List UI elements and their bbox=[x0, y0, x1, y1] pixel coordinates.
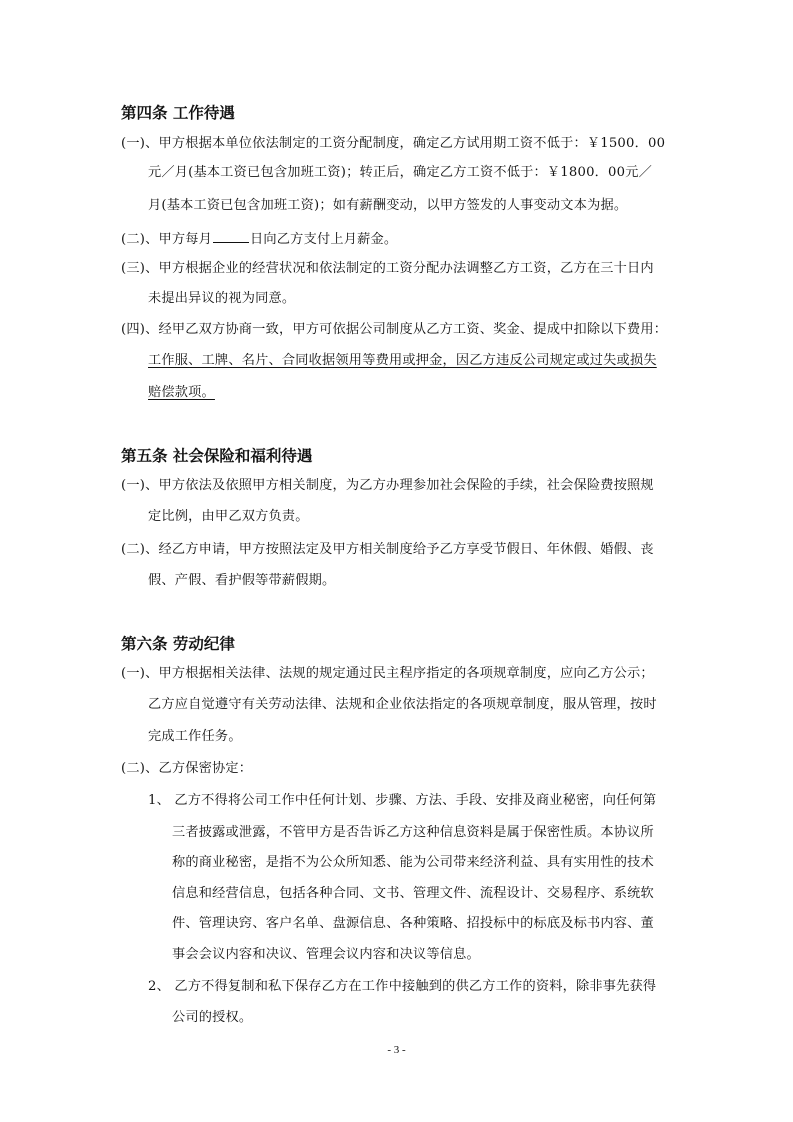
paragraph-line: (一)、甲方根据本单位依法制定的工资分配制度，确定乙方试用期工资不低于：￥1500．00 bbox=[121, 136, 666, 151]
paragraph-line: (一)、甲方根据相关法律、法规的规定通过民主程序指定的各项规章制度，应向乙方公示； bbox=[121, 666, 654, 681]
paragraph-line: (二)、经乙方申请，甲方按照法定及甲方相关制度给予乙方享受节假日、年休假、婚假、丧 bbox=[121, 542, 654, 557]
list-item-line: 2、 乙方不得复制和私下保存乙方在工作中接触到的供乙方工作的资料，除非事先获得 bbox=[148, 979, 657, 994]
paragraph-line: 月(基本工资已包含加班工资)；如有薪酬变动，以甲方签发的人事变动文本为据。 bbox=[148, 198, 628, 213]
underlined-line: 工作服、工牌、名片、合同收据领用等费用或押金，因乙方违反公司规定或过失或损失 bbox=[148, 353, 657, 368]
paragraph-line: 假、产假、看护假等带薪假期。 bbox=[148, 573, 336, 588]
page-number: - 3 - bbox=[387, 1044, 406, 1056]
paragraph-text: (二)、甲方每月 bbox=[121, 232, 213, 247]
paragraph-line: 事会会议内容和决议、管理会议内容和决议等信息。 bbox=[172, 947, 480, 962]
section-heading-4: 第四条 工作待遇 bbox=[121, 104, 235, 122]
paragraph-line: 定比例，由甲乙双方负责。 bbox=[148, 509, 309, 524]
paragraph-line: 信息和经营信息，包括各种合同、文书、管理文件、流程设计、交易程序、系统软 bbox=[172, 886, 654, 901]
paragraph-line: 乙方应自觉遵守有关劳动法律、法规和企业依法指定的各项规章制度，服从管理，按时 bbox=[148, 697, 657, 712]
paragraph-line: 完成工作任务。 bbox=[148, 729, 242, 744]
paragraph-line: (一)、甲方依法及依照甲方相关制度，为乙方办理参加社会保险的手续，社会保险费按照规 bbox=[121, 478, 654, 493]
list-item-line: 1、 乙方不得将公司工作中任何计划、步骤、方法、手段、安排及商业秘密，向任何第 bbox=[148, 793, 657, 808]
underlined-line: 赔偿款项。 bbox=[148, 385, 215, 400]
paragraph-line: 公司的授权。 bbox=[172, 1010, 253, 1025]
paragraph-line: (三)、甲方根据企业的经营状况和依法制定的工资分配办法调整乙方工资，乙方在三十日内 bbox=[121, 261, 654, 276]
paragraph-line: 三者披露或泄露，不管甲方是否告诉乙方这种信息资料是属于保密性质。本协议所 bbox=[172, 825, 654, 840]
paragraph-text: 日向乙方支付上月薪金。 bbox=[250, 232, 398, 247]
paragraph-line: 元／月(基本工资已包含加班工资)；转正后，确定乙方工资不低于：￥1800．00元／ bbox=[148, 165, 653, 180]
paragraph-line: 件、管理诀窍、客户名单、盘源信息、各种策略、招投标中的标底及标书内容、董 bbox=[172, 916, 654, 931]
paragraph-line: 称的商业秘密，是指不为公众所知悉、能为公司带来经济利益、具有实用性的技术 bbox=[172, 855, 654, 870]
section-heading-5: 第五条 社会保险和福利待遇 bbox=[121, 447, 313, 465]
fill-in-blank bbox=[213, 229, 249, 243]
paragraph-line: 未提出异议的视为同意。 bbox=[148, 291, 296, 306]
paragraph-line: (四)、经甲乙双方协商一致，甲方可依据公司制度从乙方工资、奖金、提成中扣除以下费用： bbox=[121, 322, 668, 337]
paragraph-line: (二)、乙方保密协定： bbox=[121, 761, 253, 776]
paragraph-line-with-blank bbox=[121, 229, 397, 250]
section-heading-6: 第六条 劳动纪律 bbox=[121, 635, 235, 653]
